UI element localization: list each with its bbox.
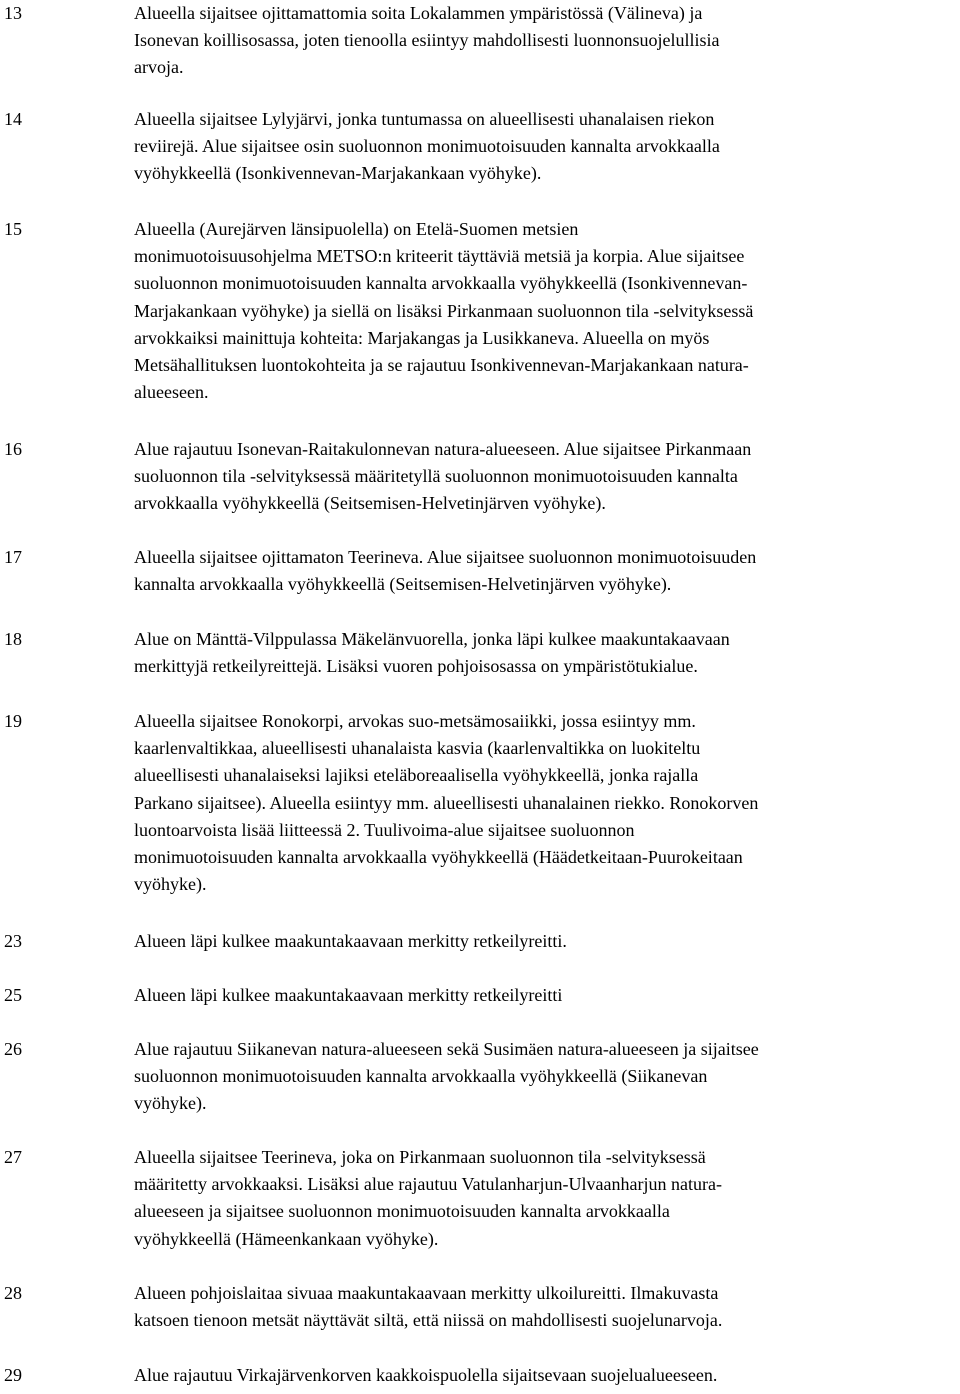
text-line: Alueen pohjoislaitaa sivuaa maakuntakaavaan merkitty ulkoilureitti. Ilmakuvasta [134,1283,719,1303]
text-line: arvokkaiksi mainittuja kohteita: Marjakangas ja Lusikkaneva. Alueella on myös [134,327,710,348]
text-line: katsoen tienoon metsät näyttävät siltä, että niissä on mahdollisesti suojelunarvoja. [134,1310,723,1331]
text-line: vyöhykkeellä (Isonkivennevan-Marjakankaan vyöhyke). [134,163,542,184]
item-text [134,544,958,598]
item-number: 29 [4,1365,22,1385]
item-text [134,1144,958,1253]
text-line: reviirejä. Alue sijaitsee osin suoluonnon monimuotoisuuden kannalta arvokkaalla [134,136,720,157]
text-line: suoluonnon tila -selvityksessä määritetyllä suoluonnon monimuotoisuuden kannalta [134,466,738,487]
text-line: monimuotoisuusohjelma METSO:n kriteerit täyttäviä metsiä ja korpia. Alue sijaitsee [134,246,745,267]
text-line: alueellisesti uhanalaiseksi lajiksi eteläboreaalisella vyöhykkeellä, jonka rajalla [134,765,699,786]
text-line: Alueen läpi kulkee maakuntakaavaan merkitty retkeilyreitti. [134,931,567,951]
item-number: 25 [4,985,22,1005]
text-line: Alueella sijaitsee ojittamattomia soita Lokalammen ympäristössä (Välineva) ja [134,3,703,23]
item-text [134,626,958,680]
text-line: Alue rajautuu Isonevan-Raitakulonnevan natura-alueeseen. Alue sijaitsee Pirkanmaan [134,439,752,459]
text-line: vyöhykkeellä (Hämeenkankaan vyöhyke). [134,1228,439,1249]
text-line: alueeseen. [134,382,209,403]
text-line: monimuotoisuuden kannalta arvokkaalla vyöhykkeellä (Häädetkeitaan-Puurokeitaan [134,847,743,868]
item-text [134,928,958,955]
item-text [134,436,958,518]
item-text [134,1280,958,1334]
text-line: luontoarvoista lisää liitteessä 2. Tuulivoima-alue sijaitsee suoluonnon [134,819,635,840]
item-number: 14 [4,109,22,129]
item-text [134,982,958,1009]
text-line: Alueella (Aurejärven länsipuolella) on Etelä-Suomen metsien [134,219,579,239]
text-line: Alue rajautuu Siikanevan natura-alueeseen sekä Susimäen natura-alueeseen ja sijaitsee [134,1039,759,1059]
item-number: 26 [4,1039,22,1059]
text-line: Alueella sijaitsee Teerineva, joka on Pirkanmaan suoluonnon tila -selvityksessä [134,1147,706,1167]
item-number: 28 [4,1283,22,1303]
text-line: Alue on Mänttä-Vilppulassa Mäkelänvuorella, jonka läpi kulkee maakuntakaavaan [134,629,730,649]
text-line: Parkano sijaitsee). Alueella esiintyy mm. alueellisesti uhanalainen riekko. Ronokorven [134,792,759,813]
item-number: 23 [4,931,22,951]
text-line: kannalta arvokkaalla vyöhykkeellä (Seitsemisen-Helvetinjärven vyöhyke). [134,574,672,595]
text-line: alueeseen ja sijaitsee suoluonnon monimuotoisuuden kannalta arvokkaalla [134,1201,670,1222]
text-line: Isonevan koillisosassa, joten tienoolla esiintyy mahdollisesti luonnonsuojelullisia [134,30,720,51]
item-number: 27 [4,1147,22,1167]
item-text [134,708,958,898]
text-line: arvoja. [134,57,184,78]
text-line: Alueella sijaitsee ojittamaton Teerineva. Alue sijaitsee suoluonnon monimuotoisuuden [134,547,757,567]
text-line: Alue rajautuu Virkajärvenkorven kaakkoispuolella sijaitsevaan suojelualueeseen. [134,1365,718,1385]
text-line: merkittyjä retkeilyreittejä. Lisäksi vuoren pohjoisosassa on ympäristötukialue. [134,656,698,677]
text-line: määritetty arvokkaaksi. Lisäksi alue rajautuu Vatulanharjun-Ulvaanharjun natura- [134,1174,722,1195]
text-line: suoluonnon monimuotoisuuden kannalta arvokkaalla vyöhykkeellä (Siikanevan [134,1066,708,1087]
item-text [134,0,958,82]
item-text [134,216,958,406]
item-text [134,1036,958,1118]
item-number: 16 [4,439,22,459]
text-line: Alueen läpi kulkee maakuntakaavaan merkitty retkeilyreitti [134,985,563,1005]
text-line: Alueella sijaitsee Lylyjärvi, jonka tuntumassa on alueellisesti uhanalaisen riekon [134,109,715,129]
text-line: vyöhyke). [134,1093,207,1114]
text-line: vyöhyke). [134,874,207,895]
text-line: Alueella sijaitsee Ronokorpi, arvokas suo-metsämosaiikki, jossa esiintyy mm. [134,711,696,731]
item-number: 18 [4,629,22,649]
text-line: Marjakankaan vyöhyke) ja siellä on lisäksi Pirkanmaan suoluonnon tila -selvityksessä [134,300,754,321]
item-text [134,106,958,188]
text-line: kaarlenvaltikkaa, alueellisesti uhanalaista kasvia (kaarlenvaltikka on luokiteltu [134,738,701,759]
item-text [134,1362,958,1389]
text-line: Metsähallituksen luontokohteita ja se rajautuu Isonkivennevan-Marjakankaan natura- [134,355,749,376]
text-line: arvokkaalla vyöhykkeellä (Seitsemisen-Helvetinjärven vyöhyke). [134,493,606,514]
item-number: 19 [4,711,22,731]
item-number: 15 [4,219,22,239]
item-number: 13 [4,3,22,23]
item-number: 17 [4,547,22,567]
text-line: suoluonnon monimuotoisuuden kannalta arvokkaalla vyöhykkeellä (Isonkivennevan- [134,273,748,294]
